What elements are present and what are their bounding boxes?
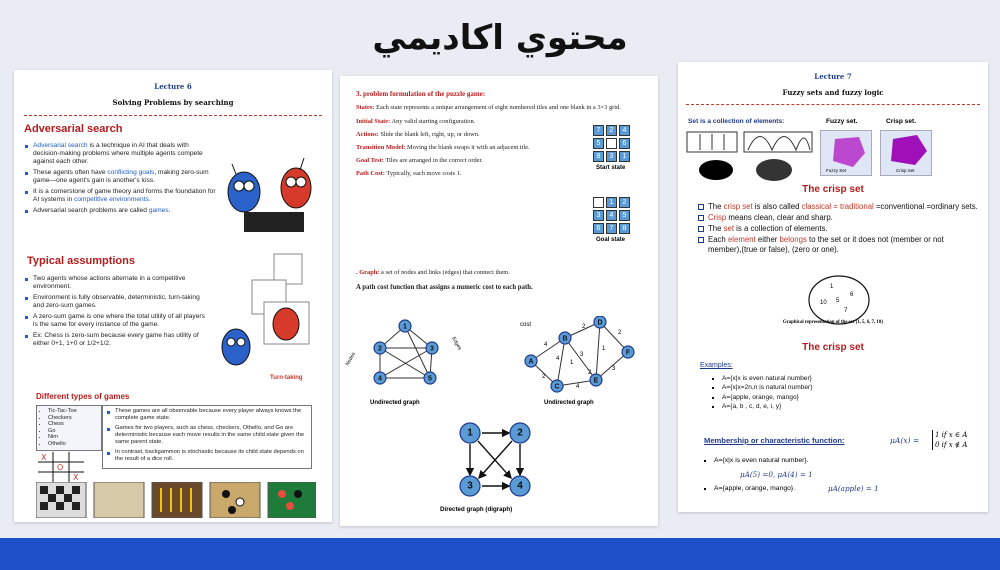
set-number: 6	[850, 292, 854, 298]
robots-illustration	[214, 150, 324, 240]
example-item: ▪ A={a, b , c, d, e, i, y}	[722, 402, 812, 411]
start-tile: 2	[606, 125, 617, 136]
membership-example-1: ▪ A={x|x is even natural number}.	[714, 456, 809, 465]
membership-example-2-value: μA(apple) = 1	[828, 484, 879, 493]
definition-label: Transition Model:	[356, 144, 406, 151]
goal-tile: 7	[606, 223, 617, 234]
graph-node-label: 4	[378, 375, 382, 383]
examples-label: Examples:	[700, 362, 733, 369]
crisp-text: either	[755, 235, 780, 244]
graph-text: a set of nodes and links (edges) that connect them.	[379, 269, 510, 276]
banner-title: محتوي اكاديمي	[372, 18, 628, 58]
bullet-text: These agents often have	[33, 169, 108, 176]
goal-tile: 3	[593, 210, 604, 221]
crisp-point	[698, 235, 978, 255]
crisp-keyword: set	[723, 224, 735, 233]
turn-taking-illustration	[212, 252, 327, 377]
assumption-bullets	[24, 275, 210, 351]
set-number: 5	[836, 298, 840, 304]
membership-examples-2	[714, 484, 795, 493]
goal-tile: 2	[619, 197, 630, 208]
game-name: • Othello	[48, 441, 98, 448]
goal-tile: 8	[619, 223, 630, 234]
puzzle-definition-line	[356, 144, 586, 152]
graph-label: . Graph:	[356, 269, 380, 276]
graph-node-label: 3	[430, 345, 434, 353]
start-tile: 3	[606, 151, 617, 162]
definition-text: Moving the blank swaps it with an adjacent tile.	[405, 144, 530, 151]
cost-label: cost	[520, 322, 532, 328]
section-title-game-types: Different types of games	[36, 392, 130, 401]
checkbox-icon	[698, 226, 704, 232]
example-item: ▪ A={apple, orange, mango}	[722, 393, 812, 402]
membership-example-2: ▪ A={apple, orange, mango}.	[714, 484, 795, 493]
membership-examples	[714, 456, 809, 465]
adversarial-bullets	[24, 142, 216, 218]
adversarial-bullet	[24, 207, 216, 215]
edge-weight: 4	[576, 384, 580, 390]
start-state-label: Start state	[596, 165, 626, 171]
weighted-graph-node-label: E	[593, 377, 599, 385]
start-tile: 5	[593, 138, 604, 149]
definition-label: States:	[356, 104, 375, 111]
game-boards-strip	[36, 482, 316, 518]
start-tile: 8	[593, 151, 604, 162]
graph-node-label: 5	[428, 375, 432, 383]
goal-state-grid	[593, 197, 633, 237]
edge-weight: 2	[588, 370, 592, 376]
edges-annotation: Edges	[450, 336, 463, 352]
bullet-text: , making zero-sum game—one agent's gain is another's loss.	[33, 169, 209, 184]
crisp-set-points	[698, 202, 978, 256]
lecture-subtitle: Fuzzy sets and fuzzy logic	[782, 88, 884, 97]
crisp-text: means clean, clear and sharp.	[726, 213, 833, 222]
crisp-keyword: element	[727, 235, 756, 244]
puzzle-graph-page	[340, 76, 658, 526]
puzzle-definition-line	[356, 104, 646, 112]
edge-weight: 2	[582, 324, 586, 330]
example-item: ▪ A={x|x=2n,n is natural number}	[722, 383, 812, 392]
nodes-annotation: Nodes	[344, 351, 357, 367]
crisp-text: The	[708, 224, 724, 233]
edge-weight: 1	[570, 360, 574, 366]
game-name: • Nim	[48, 434, 98, 441]
digraph-node-label: 4	[517, 480, 523, 492]
crisp-text: is a collection of elements.	[734, 224, 828, 233]
bullet-text: is a technique in AI that deals with decision-making problems where multiple agents compete against each other.	[33, 142, 203, 165]
bottom-bar	[0, 538, 1000, 570]
crisp-keyword: crisp set	[723, 202, 753, 211]
crisp-point	[698, 213, 978, 223]
definition-label: Goal Test:	[356, 157, 384, 164]
bullet-highlight: conflicting goals	[107, 169, 155, 176]
undirected-graph-1	[340, 308, 475, 408]
puzzle-definition-line	[356, 131, 586, 139]
svg-text:O: O	[57, 463, 64, 472]
svg-text:X: X	[41, 453, 47, 462]
digraph-node-label: 2	[517, 427, 523, 439]
undirected-graph-2-caption: Undirected graph	[544, 400, 594, 406]
weighted-graph-node-label: C	[554, 383, 560, 391]
start-tile	[606, 138, 617, 149]
set-number: 1	[830, 284, 834, 290]
membership-cases	[932, 430, 967, 450]
lecture-6-page	[14, 70, 332, 522]
bullet-text: Adversarial search problems are called	[33, 207, 149, 214]
crisp-keyword: belongs	[779, 235, 807, 244]
undirected-graph-2	[518, 316, 643, 396]
start-tile: 6	[619, 138, 630, 149]
game-name: • Go	[48, 428, 98, 435]
crisp-point	[698, 202, 978, 212]
membership-case-1: 1 if x ∈ A	[935, 431, 968, 439]
assumption-bullet: Environment is fully observable, deterministic, turn-taking and zero-sum games.	[24, 294, 210, 310]
weighted-graph-node-label: B	[562, 335, 568, 343]
set-number: 7	[844, 308, 848, 314]
definition-label: Actions:	[356, 131, 379, 138]
game-name: • Tic-Tac-Toe	[48, 408, 98, 415]
assumption-bullet: Two agents whose actions alternate in a competitive environment.	[24, 275, 210, 291]
tic-tac-toe-board	[36, 450, 86, 484]
edge-weight: 4	[544, 342, 548, 348]
membership-formula: μA(x) =	[890, 436, 920, 445]
bullet-highlight: Adversarial search	[33, 142, 88, 149]
digraph-node-label: 1	[467, 427, 473, 439]
goal-tile	[593, 197, 604, 208]
lecture-number: Lecture 7	[814, 72, 852, 81]
crisp-text: Each	[708, 235, 728, 244]
adversarial-bullet	[24, 169, 216, 185]
membership-label: Membership or characteristic function:	[704, 436, 845, 445]
bullet-text: It is a cornerstone of game theory and forms the foundation for AI systems in	[33, 188, 216, 203]
edge-weight: 3	[580, 352, 584, 358]
edge-weight: 1	[602, 346, 606, 352]
section-title-adversarial: Adversarial search	[24, 123, 123, 135]
fuzzy-set-title: Fuzzy set.	[826, 118, 858, 125]
start-tile: 4	[619, 125, 630, 136]
game-name: • Checkers	[48, 415, 98, 422]
game-name: • Chess	[48, 421, 98, 428]
divider	[686, 104, 980, 105]
set-comparison-figure	[686, 130, 816, 182]
goal-state-label: Goal state	[596, 237, 626, 243]
fuzzy-set-image-label: Fuzzy Set	[826, 168, 847, 173]
set-collection-title: Set is a collection of elements:	[688, 118, 785, 125]
crisp-text: =conventional =ordinary sets.	[873, 202, 978, 211]
puzzle-title: 3. problem formulation of the puzzle game:	[356, 90, 486, 98]
start-tile: 1	[619, 151, 630, 162]
examples-list	[722, 374, 812, 412]
section-title-assumptions: Typical assumptions	[27, 255, 135, 267]
definition-text: Any valid starting configuration.	[390, 118, 476, 125]
crisp-keyword: Crisp	[708, 213, 727, 222]
checkbox-icon	[698, 204, 704, 210]
membership-example-1-value: μA(5) =0, μA(4) = 1	[740, 470, 813, 479]
weighted-graph-node-label: D	[597, 319, 603, 327]
adversarial-bullet	[24, 142, 216, 166]
puzzle-definition-line	[356, 157, 586, 165]
crisp-point	[698, 224, 978, 234]
path-cost-text: A path cost function that assigns a numeric cost to each path.	[356, 284, 533, 291]
definition-text: Slide the blank left, right, up, or down.	[378, 131, 480, 138]
svg-text:X: X	[73, 473, 79, 482]
checkbox-icon	[698, 237, 704, 243]
crisp-set-heading-2: The crisp set	[802, 342, 864, 353]
set-number: 10	[820, 300, 827, 306]
goal-tile: 4	[606, 210, 617, 221]
definition-text: Typically, each move costs 1.	[384, 170, 462, 177]
crisp-set-title: Crisp set.	[886, 118, 917, 125]
bullet-text: .	[168, 207, 171, 214]
weighted-graph-node-label: A	[528, 358, 534, 366]
crisp-set-image-label: Crisp Set	[896, 168, 915, 173]
definition-label: Initial State:	[356, 118, 391, 125]
membership-case-2: 0 if x ∉ A	[935, 441, 968, 449]
goal-tile: 5	[619, 210, 630, 221]
divider	[24, 115, 322, 116]
games-list-box	[36, 405, 102, 451]
edge-weight: 2	[542, 374, 546, 380]
assumption-bullet: Ex: Chess is zero-sum because every game has utility of either 0+1, 1+0 or 1/2+1/2.	[24, 332, 210, 348]
bullet-highlight: games	[148, 207, 169, 214]
lecture-subtitle: Solving Problems by searching	[112, 98, 234, 107]
adversarial-bullet	[24, 188, 216, 204]
example-item: ▪ A={x|x is even natural number}	[722, 374, 812, 383]
graph-node-label: 2	[378, 345, 382, 353]
game-type-bullet: In contrast, backgammon is stochastic because its child state depends on the result of a dice roll.	[106, 449, 308, 463]
goal-tile: 1	[606, 197, 617, 208]
crisp-keyword: classical = traditional	[801, 202, 874, 211]
crisp-set-heading-1: The crisp set	[802, 184, 864, 195]
game-type-bullet: Games for two players, such as chess, checkers, Othello, and Go are deterministic because each move results in the same child state given the same parent state.	[106, 425, 308, 446]
puzzle-definition-line	[356, 118, 586, 126]
start-tile: 7	[593, 125, 604, 136]
checkbox-icon	[698, 215, 704, 221]
directed-graph-caption: Directed graph (digraph)	[440, 506, 513, 513]
digraph-node-label: 3	[467, 480, 473, 492]
lecture-number: Lecture 6	[154, 82, 192, 91]
start-state-grid	[593, 125, 633, 165]
set-graph-caption: Graphical representation of the set {1, 5, 6, 7, 10}	[782, 320, 884, 325]
weighted-graph-node-label: F	[625, 349, 631, 357]
directed-graph	[450, 420, 550, 500]
crisp-text: The	[708, 202, 724, 211]
bullet-highlight: competitive environments	[74, 196, 149, 203]
assumption-bullet: A zero-sum game is one where the total utility of all players is the same for every instance of the game.	[24, 313, 210, 329]
bullet-text: .	[148, 196, 151, 203]
game-type-bullet: These games are all observable because every player always knows the complete game state.	[106, 408, 308, 422]
turn-taking-label: Turn-taking	[270, 375, 303, 381]
definition-text: Each state represents a unique arrangement of eight numbered tiles and one blank in a 3×3 grid.	[374, 104, 621, 111]
graph-node-label: 1	[403, 323, 407, 331]
edge-weight: 2	[618, 330, 622, 336]
crisp-text: to the set or it does not (member or not member),(true or false), (zero or one).	[708, 235, 944, 254]
lecture-7-page	[678, 62, 988, 512]
edge-weight: 4	[556, 356, 560, 362]
games-bullet-box	[102, 405, 312, 469]
undirected-graph-1-caption: Undirected graph	[370, 400, 420, 406]
crisp-text: is also called	[752, 202, 802, 211]
definition-text: Tiles are arranged in the correct order.	[383, 157, 483, 164]
goal-tile: 6	[593, 223, 604, 234]
definition-label: Path Cost:	[356, 170, 385, 177]
edge-weight: 3	[612, 366, 616, 372]
puzzle-definition-line	[356, 170, 586, 178]
graph-definition	[356, 268, 510, 277]
